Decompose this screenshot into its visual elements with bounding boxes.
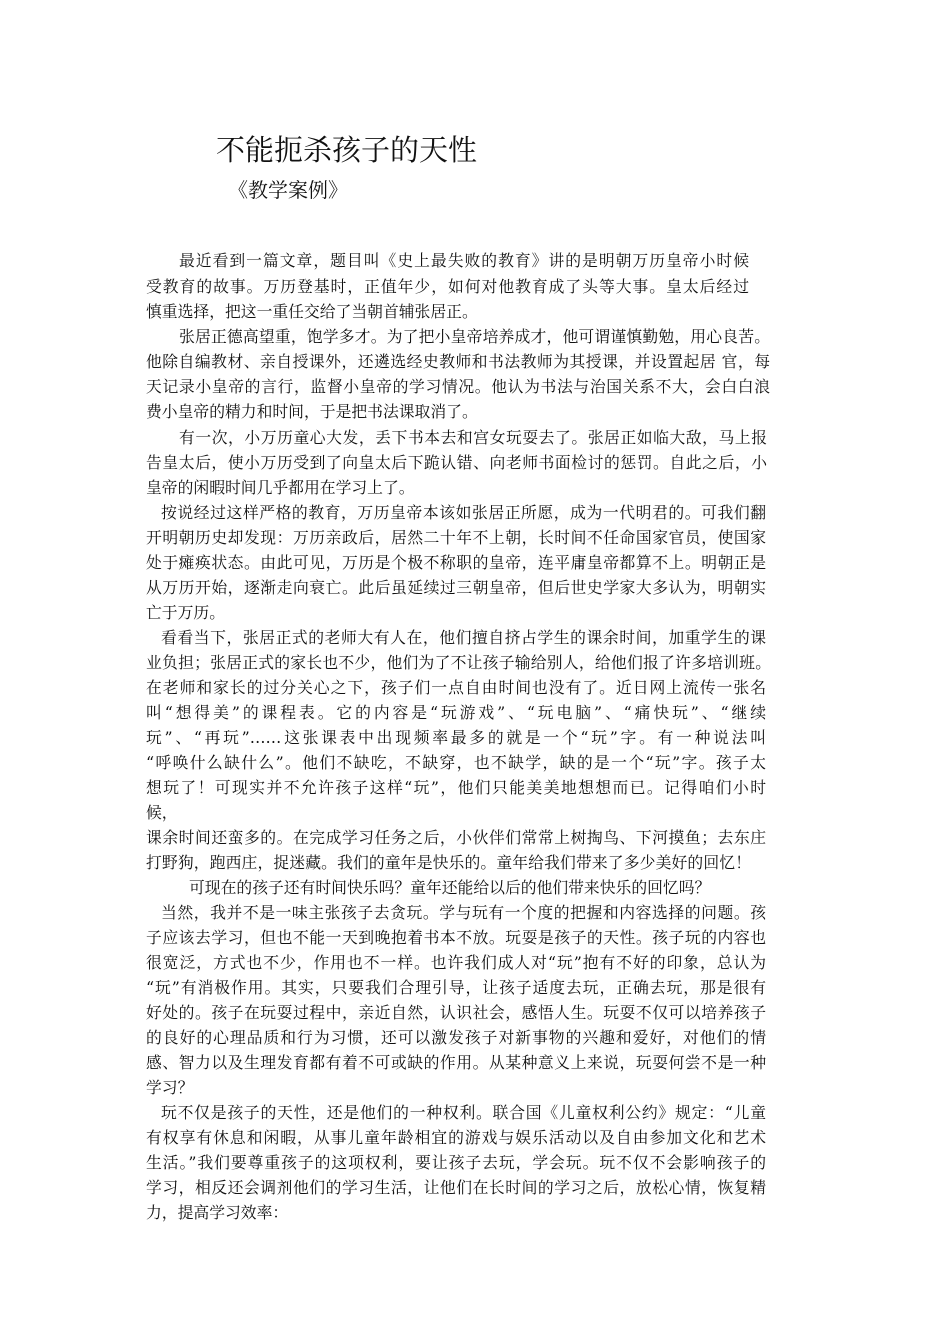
- paragraph-line: 皇帝的闲暇时间几乎都用在学习上了。: [146, 478, 415, 497]
- paragraph-line: 的良好的心理品质和行为习惯，还可以激发孩子对新事物的兴趣和爱好，对他们的情: [146, 1028, 766, 1047]
- paragraph-line: 告皇太后，使小万历受到了向皇太后下跪认错、向老师书面检讨的惩罚。自此之后，小: [146, 453, 767, 472]
- paragraph-line: 他除自编教材、亲自授课外，还遴选经史教师和书法教师为其授课，并设置起居 官，每: [146, 352, 770, 371]
- paragraph-line: 按说经过这样严格的教育，万历皇帝本该如张居正所愿，成为一代明君的。可我们翻: [161, 503, 766, 522]
- paragraph-line: 亡于万历。: [146, 603, 225, 622]
- paragraph-line: 感、智力以及生理发育都有着不可或缺的作用。从某种意义上来说，玩耍何尝不是一种: [146, 1053, 766, 1072]
- paragraph-line: 业负担；张居正式的家长也不少，他们为了不让孩子输给别人，给他们报了许多培训班。: [146, 653, 771, 672]
- paragraph-line: 想玩了！可现实并不允许孩子这样“玩”，他们只能美美地想想而已。记得咱们小时: [146, 778, 766, 797]
- paragraph-line: 在老师和家长的过分关心之下，孩子们一点自由时间也没有了。近日网上流传一张名: [146, 678, 766, 697]
- paragraph-line: 好处的。孩子在玩耍过程中，亲近自然，认识社会，感悟人生。玩耍不仅可以培养孩子: [146, 1003, 766, 1022]
- paragraph-line: 力，提高学习效率：: [146, 1203, 289, 1222]
- document-title: 不能扼杀孩子的天性: [216, 133, 478, 167]
- document-subtitle: 《教学案例》: [228, 178, 348, 202]
- paragraph-line: “玩”有消极作用。其实，只要我们合理引导，让孩子适度去玩，正确去玩，那是很有: [146, 978, 766, 997]
- paragraph-line: 玩不仅是孩子的天性，还是他们的一种权利。联合国《儿童权利公约》规定：“儿童: [161, 1103, 766, 1122]
- paragraph-line: 看看当下，张居正式的老师大有人在，他们擅自挤占学生的课余时间，加重学生的课: [161, 628, 766, 647]
- paragraph-line: 可现在的孩子还有时间快乐吗？童年还能给以后的他们带来快乐的回忆吗？: [189, 878, 711, 897]
- paragraph-line: 最近看到一篇文章，题目叫《史上最失败的教育》讲的是明朝万历皇帝小时候: [179, 251, 749, 270]
- paragraph-line: 子应该去学习，但也不能一天到晚抱着书本不放。玩耍是孩子的天性。孩子玩的内容也: [146, 928, 766, 947]
- paragraph-line: 生活。”我们要尊重孩子的这项权利，要让孩子去玩，学会玩。玩不仅不会影响孩子的: [146, 1153, 766, 1172]
- paragraph-line: 打野狗，跑西庄，捉迷藏。我们的童年是快乐的。童年给我们带来了多少美好的回忆！: [146, 853, 751, 872]
- paragraph-line: 当然，我并不是一味主张孩子去贪玩。学与玩有一个度的把握和内容选择的问题。孩: [161, 903, 766, 922]
- paragraph-line: 叫“想得美”的课程表。它的内容是“玩游戏”、“玩电脑”、“痛快玩”、“继续: [146, 703, 766, 722]
- paragraph-line: 慎重选择，把这一重任交给了当朝首辅张居正。: [146, 302, 478, 321]
- paragraph-line: 张居正德高望重，饱学多才。为了把小皇帝培养成才，他可谓谨慎勤勉，用心良苦。: [179, 327, 770, 346]
- paragraph-line: 天记录小皇帝的言行，监督小皇帝的学习情况。他认为书法与治国关系不大，会白白浪: [146, 377, 770, 396]
- paragraph-line: 候，: [146, 803, 178, 822]
- paragraph-line: 学习，相反还会调剂他们的学习生活，让他们在长时间的学习之后，放松心情，恢复精: [146, 1178, 766, 1197]
- paragraph-line: 很宽泛，方式也不少，作用也不一样。也许我们成人对“玩”抱有不好的印象，总认为: [146, 953, 766, 972]
- paragraph-line: 受教育的故事。万历登基时，正值年少，如何对他教育成了头等大事。皇太后经过: [146, 277, 749, 296]
- paragraph-line: 从万历开始，逐渐走向衰亡。此后虽延续过三朝皇帝，但后世史学家大多认为，明朝实: [146, 578, 766, 597]
- paragraph-line: 开明朝历史却发现：万历亲政后，居然二十年不上朝，长时间不任命国家官员，使国家: [146, 528, 766, 547]
- paragraph-line: 处于瘫痪状态。由此可见，万历是个极不称职的皇帝，连平庸皇帝都算不上。明朝正是: [146, 553, 766, 572]
- paragraph-line: 费小皇帝的精力和时间，于是把书法课取消了。: [146, 402, 478, 421]
- paragraph-line: 课余时间还蛮多的。在完成学习任务之后，小伙伴们常常上树掏鸟、下河摸鱼；去东庄: [146, 828, 766, 847]
- paragraph-line: 学习？: [146, 1078, 194, 1097]
- paragraph-line: 有一次，小万历童心大发，丢下书本去和宫女玩耍去了。张居正如临大敌，马上报: [179, 428, 767, 447]
- paragraph-line: 玩”、“再玩”……这张课表中出现频率最多的就是一个“玩”字。有一种说法叫: [146, 728, 766, 747]
- paragraph-line: “呼唤什么缺什么”。他们不缺吃，不缺穿，也不缺学，缺的是一个“玩”字。孩子太: [146, 753, 766, 772]
- paragraph-line: 有权享有休息和闲暇，从事儿童年龄相宜的游戏与娱乐活动以及自由参加文化和艺术: [146, 1128, 766, 1147]
